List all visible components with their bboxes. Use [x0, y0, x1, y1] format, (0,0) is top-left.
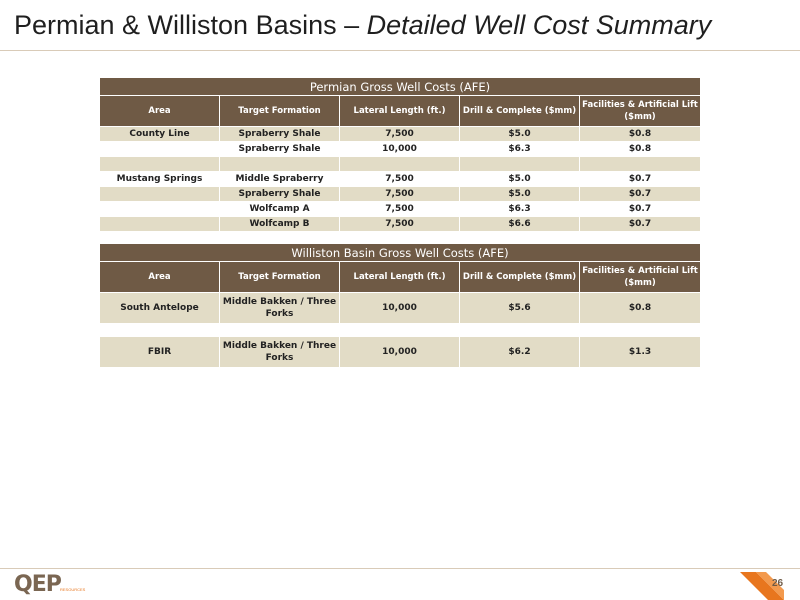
cell-lateral: 10,000 [340, 293, 460, 324]
column-header-area: Area [100, 96, 220, 127]
cell-area [100, 157, 220, 172]
cell-lateral [340, 324, 460, 337]
cell-facilities: $0.8 [580, 127, 701, 142]
logo-wordmark: QEP [14, 572, 61, 597]
column-header-area: Area [100, 262, 220, 293]
table-row [100, 142, 701, 157]
column-header-drill: Drill & Complete ($mm) [460, 96, 580, 127]
cell-formation [220, 157, 340, 172]
column-header-facilities: Facilities & Artificial Lift ($mm) [580, 262, 701, 293]
table-row [100, 337, 701, 368]
cell-lateral: 7,500 [340, 217, 460, 232]
cell-area: Mustang Springs [100, 172, 220, 187]
cell-lateral [340, 157, 460, 172]
cell-formation: Wolfcamp A [220, 202, 340, 217]
cell-facilities: $0.7 [580, 202, 701, 217]
cell-facilities: $0.7 [580, 172, 701, 187]
cell-area: FBIR [100, 337, 220, 368]
cell-area [100, 202, 220, 217]
cell-area [100, 324, 220, 337]
cell-area: South Antelope [100, 293, 220, 324]
table-row [100, 217, 701, 232]
cell-facilities [580, 157, 701, 172]
williston-table-heading: Williston Basin Gross Well Costs (AFE) [100, 244, 701, 262]
cell-area [100, 187, 220, 202]
title-italic: Detailed Well Cost Summary [366, 10, 712, 40]
cell-facilities: $0.7 [580, 187, 701, 202]
column-header-lateral: Lateral Length (ft.) [340, 96, 460, 127]
cell-drill: $6.3 [460, 142, 580, 157]
cell-drill: $5.6 [460, 293, 580, 324]
footer-divider [0, 568, 800, 569]
cell-formation: Spraberry Shale [220, 187, 340, 202]
page-number: 26 [772, 578, 784, 589]
cell-formation: Wolfcamp B [220, 217, 340, 232]
cell-area: County Line [100, 127, 220, 142]
column-header-drill: Drill & Complete ($mm) [460, 262, 580, 293]
cell-drill [460, 324, 580, 337]
cell-formation: Middle Spraberry [220, 172, 340, 187]
permian-table-heading: Permian Gross Well Costs (AFE) [100, 78, 701, 96]
cell-drill: $6.3 [460, 202, 580, 217]
cell-facilities: $1.3 [580, 337, 701, 368]
cell-lateral: 7,500 [340, 172, 460, 187]
table-row [100, 202, 701, 217]
table-row [100, 172, 701, 187]
table-row [100, 187, 701, 202]
title-main: Permian & Williston Basins – [14, 10, 367, 40]
cell-formation: Spraberry Shale [220, 142, 340, 157]
column-header-formation: Target Formation [220, 96, 340, 127]
cell-facilities [580, 324, 701, 337]
cell-formation [220, 324, 340, 337]
cell-lateral: 10,000 [340, 142, 460, 157]
cell-drill: $5.0 [460, 187, 580, 202]
williston-cost-table [99, 243, 701, 368]
logo-subtext: RESOURCES [60, 587, 86, 592]
cell-area [100, 217, 220, 232]
cell-facilities: $0.7 [580, 217, 701, 232]
title-divider [0, 50, 800, 51]
table-row [100, 324, 701, 337]
cell-drill: $5.0 [460, 172, 580, 187]
permian-cost-table [99, 77, 701, 232]
cell-lateral: 7,500 [340, 187, 460, 202]
cell-drill: $5.0 [460, 127, 580, 142]
table-row [100, 293, 701, 324]
cell-lateral: 7,500 [340, 127, 460, 142]
cell-facilities: $0.8 [580, 293, 701, 324]
column-header-formation: Target Formation [220, 262, 340, 293]
cell-formation: Spraberry Shale [220, 127, 340, 142]
table-row [100, 157, 701, 172]
company-logo [14, 573, 104, 597]
page-title [14, 10, 794, 41]
column-header-facilities: Facilities & Artificial Lift ($mm) [580, 96, 701, 127]
cell-drill [460, 157, 580, 172]
cell-formation: Middle Bakken / Three Forks [220, 337, 340, 368]
cell-area [100, 142, 220, 157]
cell-lateral: 10,000 [340, 337, 460, 368]
table-row [100, 127, 701, 142]
cell-facilities: $0.8 [580, 142, 701, 157]
column-header-lateral: Lateral Length (ft.) [340, 262, 460, 293]
cell-lateral: 7,500 [340, 202, 460, 217]
cell-formation: Middle Bakken / Three Forks [220, 293, 340, 324]
cell-drill: $6.2 [460, 337, 580, 368]
cell-drill: $6.6 [460, 217, 580, 232]
